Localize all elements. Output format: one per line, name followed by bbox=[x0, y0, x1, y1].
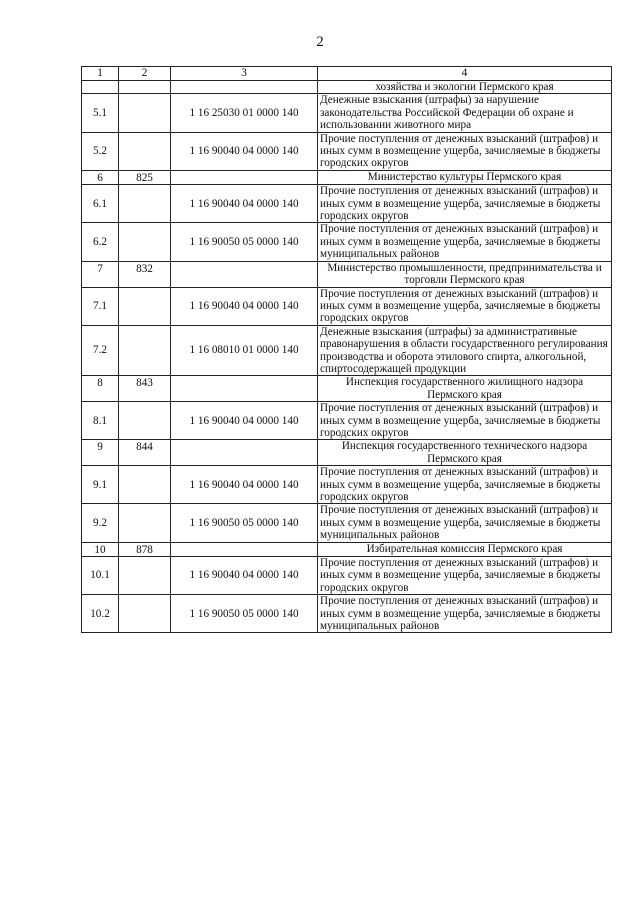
admin-code-cell bbox=[119, 185, 171, 223]
row-number-cell: 8.1 bbox=[82, 402, 119, 440]
kbk-code-cell bbox=[171, 170, 318, 184]
table-row bbox=[82, 504, 612, 542]
row-number-cell: 6.2 bbox=[82, 223, 119, 261]
admin-code-cell bbox=[119, 94, 171, 132]
table-row bbox=[82, 376, 612, 402]
column-header: 2 bbox=[119, 67, 171, 81]
revenue-name-cell: Министерство промышленности, предпринимательства и торговли Пермского края bbox=[318, 261, 612, 287]
page-number: 2 bbox=[316, 34, 324, 50]
table-row bbox=[82, 542, 612, 556]
kbk-code-cell: 1 16 90040 04 0000 140 bbox=[171, 557, 318, 595]
row-number-cell: 6.1 bbox=[82, 185, 119, 223]
kbk-code-cell: 1 16 25030 01 0000 140 bbox=[171, 94, 318, 132]
row-number-cell: 10 bbox=[82, 542, 119, 556]
row-number-cell: 7 bbox=[82, 261, 119, 287]
admin-code-cell bbox=[119, 132, 171, 170]
admin-code-cell bbox=[119, 81, 171, 94]
column-header: 3 bbox=[171, 67, 318, 81]
table-row bbox=[82, 261, 612, 287]
admin-code-cell bbox=[119, 223, 171, 261]
table-row bbox=[82, 402, 612, 440]
row-number-cell: 6 bbox=[82, 170, 119, 184]
row-number-cell: 9.1 bbox=[82, 466, 119, 504]
kbk-code-cell: 1 16 90040 04 0000 140 bbox=[171, 287, 318, 325]
kbk-code-cell: 1 16 90040 04 0000 140 bbox=[171, 466, 318, 504]
kbk-code-cell bbox=[171, 376, 318, 402]
kbk-code-cell bbox=[171, 440, 318, 466]
kbk-code-cell: 1 16 90040 04 0000 140 bbox=[171, 185, 318, 223]
table-row bbox=[82, 223, 612, 261]
row-number-cell: 5.1 bbox=[82, 94, 119, 132]
kbk-code-cell: 1 16 90040 04 0000 140 bbox=[171, 402, 318, 440]
row-number-cell: 9.2 bbox=[82, 504, 119, 542]
table-row bbox=[82, 440, 612, 466]
table-row bbox=[82, 466, 612, 504]
revenue-name-cell: Прочие поступления от денежных взысканий (штрафов) и иных сумм в возмещение ущерба, зачисляемые в бюджеты муниципальных районов bbox=[318, 504, 612, 542]
admin-code-cell bbox=[119, 595, 171, 633]
column-header: 1 bbox=[82, 67, 119, 81]
revenue-name-cell: Прочие поступления от денежных взысканий (штрафов) и иных сумм в возмещение ущерба, зачисляемые в бюджеты городских округов bbox=[318, 557, 612, 595]
table-row bbox=[82, 325, 612, 376]
row-number-cell: 7.1 bbox=[82, 287, 119, 325]
revenue-name-cell: Инспекция государственного технического надзора Пермского края bbox=[318, 440, 612, 466]
table-row bbox=[82, 132, 612, 170]
table-row bbox=[82, 94, 612, 132]
table-row bbox=[82, 185, 612, 223]
revenue-name-cell: Прочие поступления от денежных взысканий (штрафов) и иных сумм в возмещение ущерба, зачисляемые в бюджеты городских округов bbox=[318, 402, 612, 440]
kbk-code-cell: 1 16 08010 01 0000 140 bbox=[171, 325, 318, 376]
revenue-name-cell: Прочие поступления от денежных взысканий (штрафов) и иных сумм в возмещение ущерба, зачисляемые в бюджеты муниципальных районов bbox=[318, 223, 612, 261]
column-header: 4 bbox=[318, 67, 612, 81]
admin-code-cell: 832 bbox=[119, 261, 171, 287]
table-row bbox=[82, 595, 612, 633]
admin-code-cell bbox=[119, 557, 171, 595]
admin-code-cell bbox=[119, 287, 171, 325]
revenue-name-cell: Прочие поступления от денежных взысканий (штрафов) и иных сумм в возмещение ущерба, зачисляемые в бюджеты городских округов bbox=[318, 466, 612, 504]
table-row bbox=[82, 170, 612, 184]
admin-code-cell: 825 bbox=[119, 170, 171, 184]
table-row bbox=[82, 287, 612, 325]
row-number-cell: 10.2 bbox=[82, 595, 119, 633]
admin-code-cell bbox=[119, 466, 171, 504]
admin-code-cell bbox=[119, 402, 171, 440]
revenue-codes-table bbox=[81, 66, 612, 633]
kbk-code-cell bbox=[171, 542, 318, 556]
revenue-name-cell: Денежные взыскания (штрафы) за нарушение законодательства Российской Федерации об охране и использовании животного мира bbox=[318, 94, 612, 132]
revenue-name-cell: Министерство культуры Пермского края bbox=[318, 170, 612, 184]
kbk-code-cell: 1 16 90050 05 0000 140 bbox=[171, 504, 318, 542]
revenue-name-cell: Прочие поступления от денежных взысканий (штрафов) и иных сумм в возмещение ущерба, зачисляемые в бюджеты городских округов bbox=[318, 287, 612, 325]
table-header-row bbox=[82, 67, 612, 81]
kbk-code-cell: 1 16 90050 05 0000 140 bbox=[171, 223, 318, 261]
admin-code-cell bbox=[119, 325, 171, 376]
kbk-code-cell bbox=[171, 261, 318, 287]
revenue-name-cell: Избирательная комиссия Пермского края bbox=[318, 542, 612, 556]
revenue-name-cell: Прочие поступления от денежных взысканий (штрафов) и иных сумм в возмещение ущерба, зачисляемые в бюджеты городских округов bbox=[318, 132, 612, 170]
row-number-cell: 9 bbox=[82, 440, 119, 466]
table-body bbox=[82, 81, 612, 633]
row-number-cell bbox=[82, 81, 119, 94]
table-row bbox=[82, 557, 612, 595]
row-number-cell: 10.1 bbox=[82, 557, 119, 595]
revenue-name-cell: Денежные взыскания (штрафы) за административные правонарушения в области государственного регулирования производства и оборота этилового спирта, алкогольной, спиртосодержащей продукции bbox=[318, 325, 612, 376]
kbk-code-cell: 1 16 90040 04 0000 140 bbox=[171, 132, 318, 170]
admin-code-cell: 844 bbox=[119, 440, 171, 466]
admin-code-cell: 843 bbox=[119, 376, 171, 402]
kbk-code-cell bbox=[171, 81, 318, 94]
kbk-code-cell: 1 16 90050 05 0000 140 bbox=[171, 595, 318, 633]
revenue-name-cell: хозяйства и экологии Пермского края bbox=[318, 81, 612, 94]
revenue-name-cell: Прочие поступления от денежных взысканий (штрафов) и иных сумм в возмещение ущерба, зачисляемые в бюджеты муниципальных районов bbox=[318, 595, 612, 633]
row-number-cell: 7.2 bbox=[82, 325, 119, 376]
table-row bbox=[82, 81, 612, 94]
row-number-cell: 5.2 bbox=[82, 132, 119, 170]
revenue-name-cell: Прочие поступления от денежных взысканий (штрафов) и иных сумм в возмещение ущерба, зачисляемые в бюджеты городских округов bbox=[318, 185, 612, 223]
revenue-name-cell: Инспекция государственного жилищного надзора Пермского края bbox=[318, 376, 612, 402]
admin-code-cell: 878 bbox=[119, 542, 171, 556]
admin-code-cell bbox=[119, 504, 171, 542]
row-number-cell: 8 bbox=[82, 376, 119, 402]
